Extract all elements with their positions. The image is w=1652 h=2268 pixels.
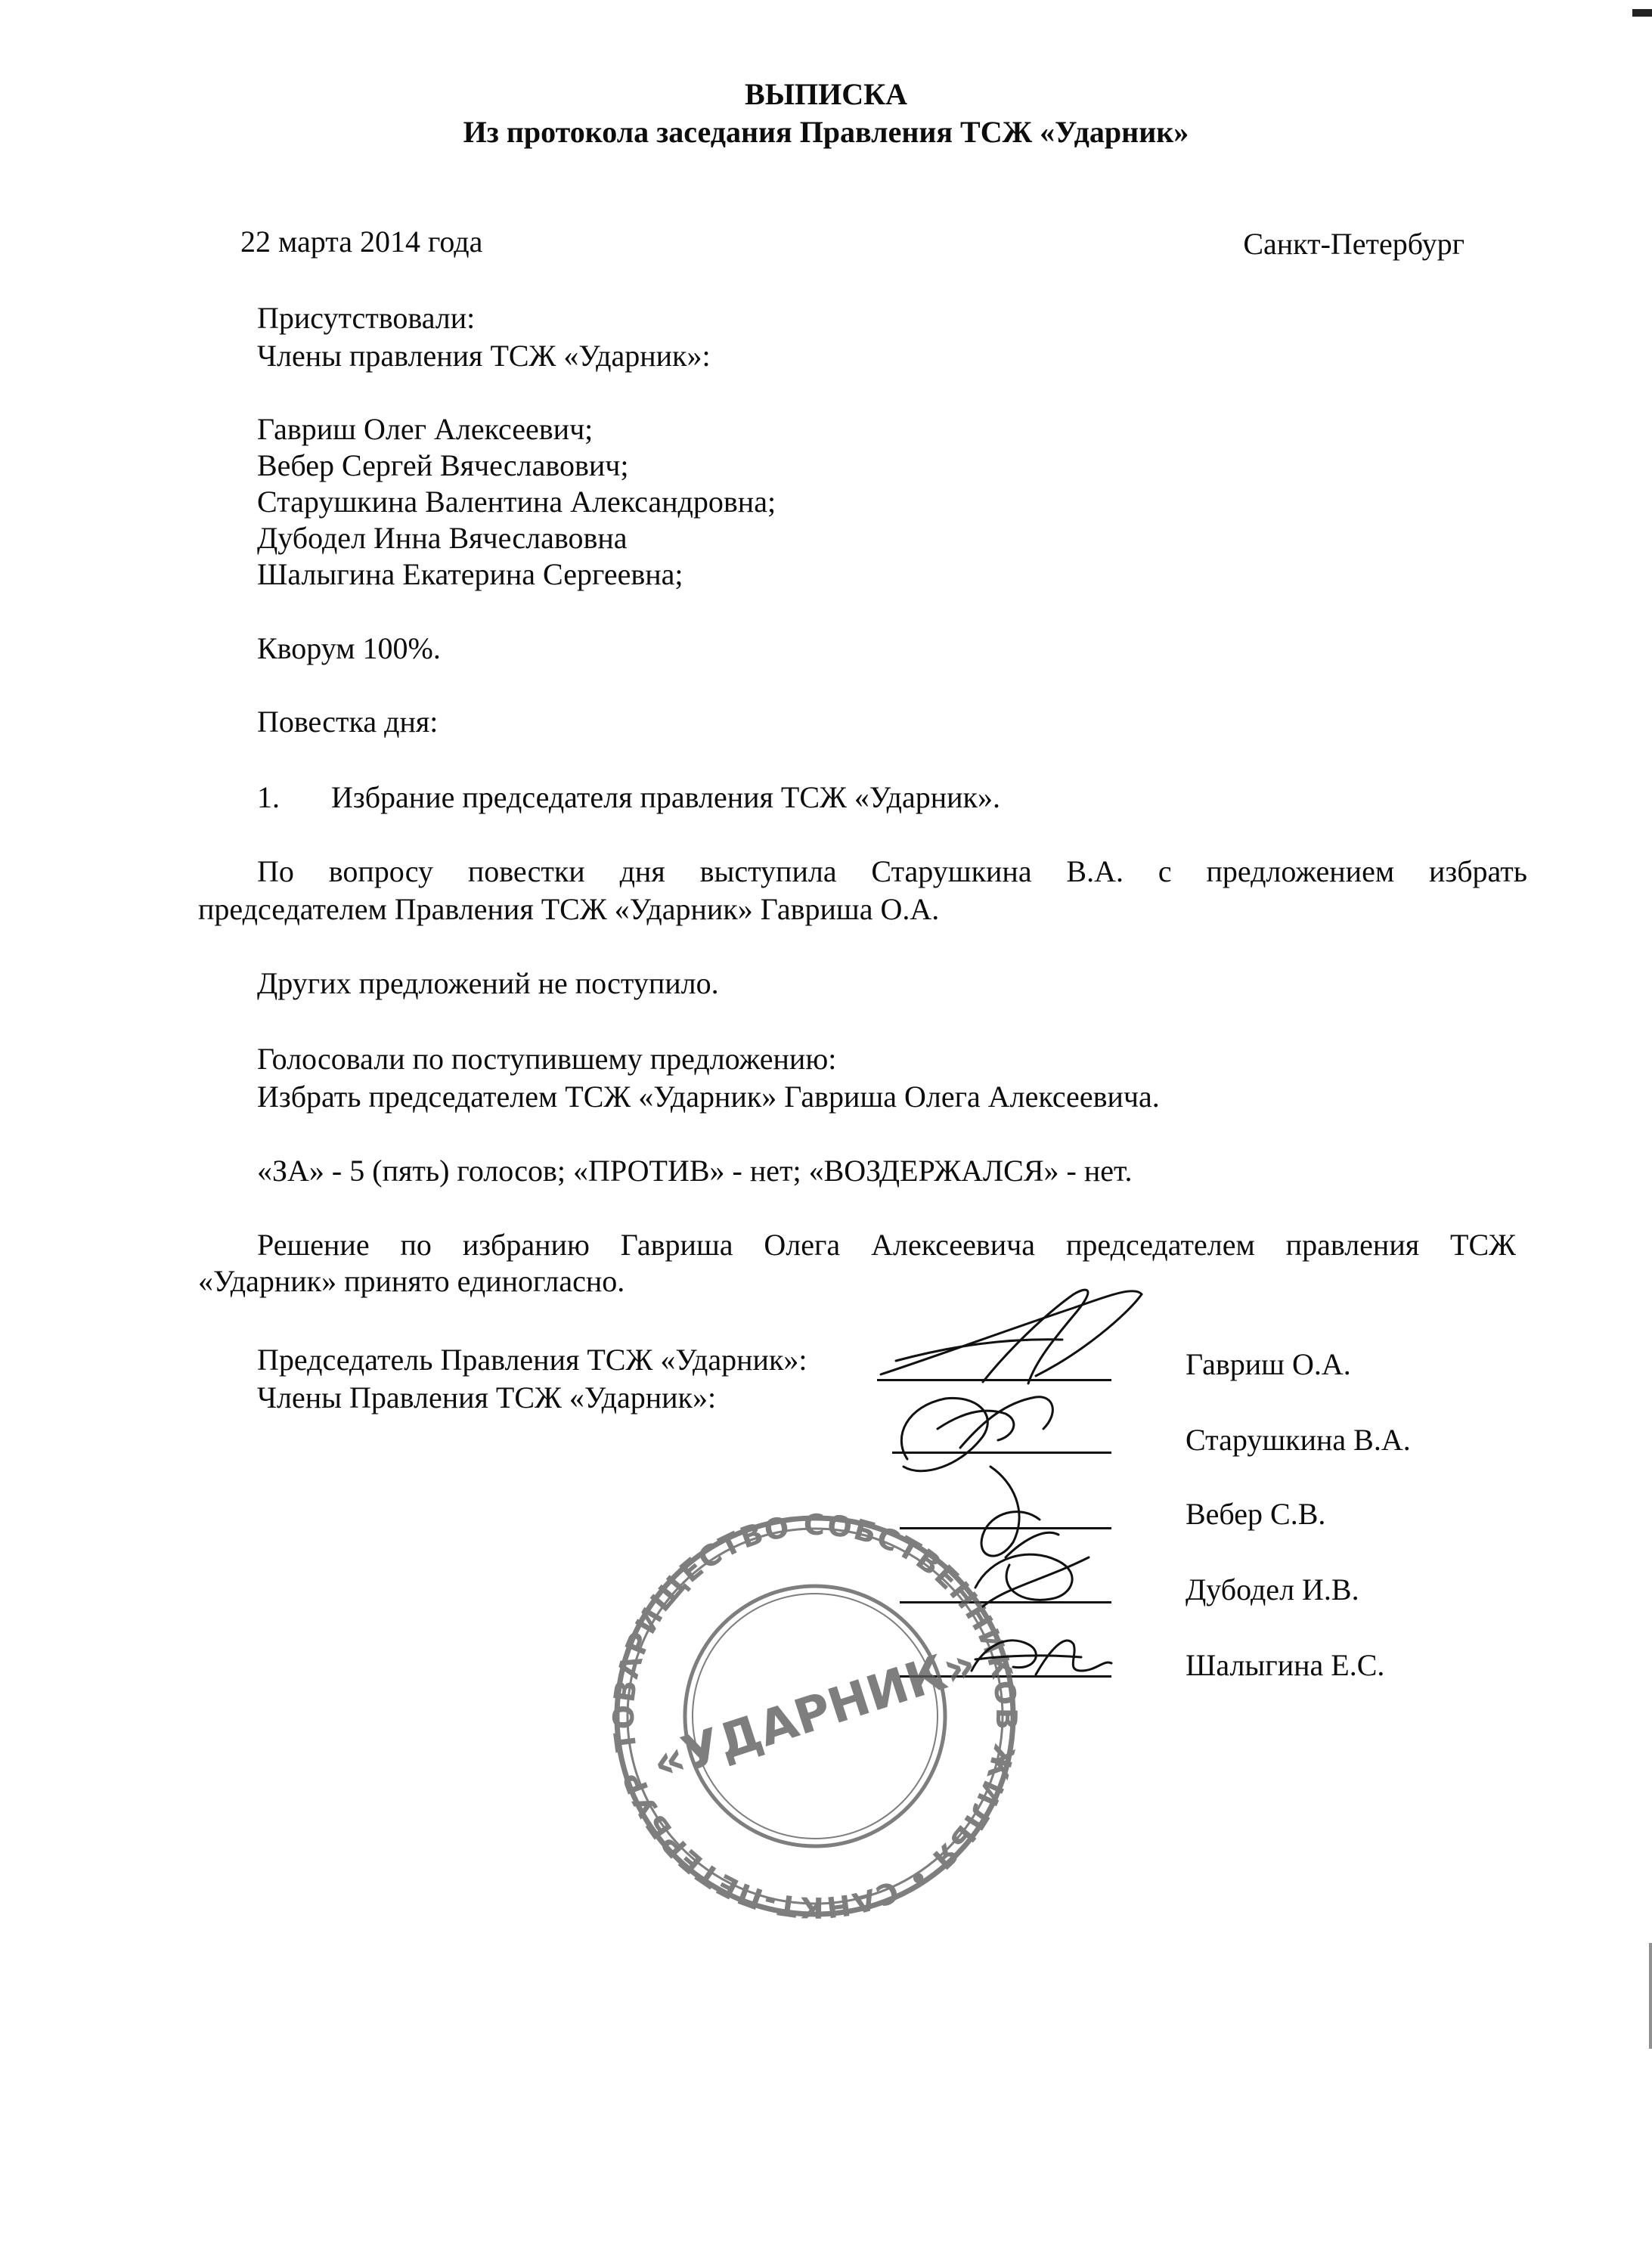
present-label: Присутствовали: [257,301,476,335]
scan-edge-mark [1649,1943,1652,2049]
agenda-label: Повестка дня: [257,705,439,739]
proposal-line-2: председателем Правления ТСЖ «Ударник» Гавриша О.А. [198,892,940,926]
signer-name: Шалыгина Е.С. [1186,1648,1385,1682]
document-city: Санкт-Петербург [1243,227,1464,261]
voted-motion: Избрать председателем ТСЖ «Ударник» Гавриша Олега Алексеевича. [257,1080,1160,1114]
member-line: Шалыгина Екатерина Сергеевна; [257,557,683,591]
signature-line [877,1379,1111,1381]
no-other-proposals: Других предложений не поступило. [257,966,719,1000]
members-label: Члены правления ТСЖ «Ударник»: [257,339,711,373]
signature-line [900,1675,1111,1678]
signature-line [892,1452,1111,1454]
decision-line-2: «Ударник» принято единогласно. [198,1264,625,1298]
member-signature [901,1397,1052,1471]
board-members-label: Члены Правления ТСЖ «Ударник»: [257,1380,717,1414]
quorum: Кворум 100%. [257,631,441,665]
member-line: Старушкина Валентина Александровна; [257,485,776,519]
document-title: ВЫПИСКА [745,77,907,111]
vote-result: «ЗА» - 5 (пять) голосов; «ПРОТИВ» - нет; «ВОЗДЕРЖАЛСЯ» - нет. [257,1154,1133,1188]
member-signature [975,1554,1089,1606]
decision-line-1: Решение по избранию Гавриша Олега Алексеевича председателем правления ТСЖ [257,1228,1516,1262]
signer-name: Вебер С.В. [1186,1497,1326,1531]
signer-name: Гавриш О.А. [1186,1347,1351,1381]
member-line: Гавриш Олег Алексеевич; [257,412,594,446]
stamp-center-text: «УДАРНИК» [646,1635,984,1793]
signer-name: Дубодел И.В. [1186,1572,1359,1606]
agenda-item-number: 1. [257,780,280,814]
member-signature [972,1641,1111,1675]
signature-line [900,1601,1111,1603]
member-signature [981,1467,1058,1557]
stamp-ring-text: ТОВАРИЩЕСТВО СОБСТВЕННИКОВ ЖИЛЬЯ • САНКТ-ПЕТЕРБУРГ [606,1507,1024,1925]
proposal-line-1: По вопросу повестки дня выступила Старушкина В.А. с предложением избрать [257,854,1527,888]
document-date: 22 марта 2014 года [240,225,483,259]
document-subtitle: Из протокола заседания Правления ТСЖ «Ударник» [463,115,1189,149]
agenda-item-text: Избрание председателя правления ТСЖ «Ударник». [331,780,1000,814]
signature-line [900,1527,1111,1529]
member-line: Вебер Сергей Вячеславович; [257,448,629,482]
member-line: Дубодел Инна Вячеславовна [257,521,628,555]
voted-label: Голосовали по поступившему предложению: [257,1042,837,1076]
chair-label: Председатель Правления ТСЖ «Ударник»: [257,1343,807,1377]
chair-signature [881,1290,1142,1383]
signer-name: Старушкина В.А. [1186,1423,1411,1457]
scan-edge-mark [1632,9,1652,17]
